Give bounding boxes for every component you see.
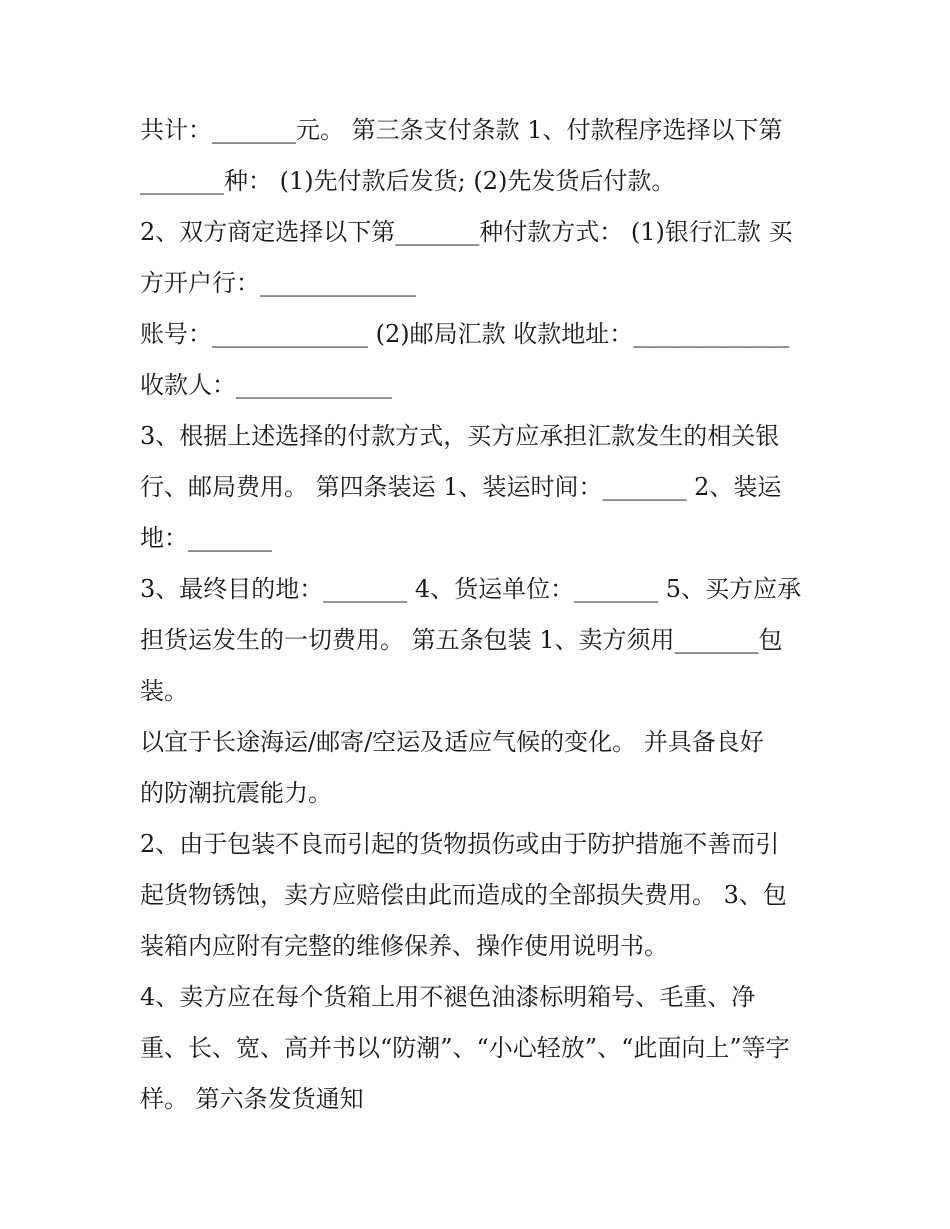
text-line: 方开户行：_____________ [140, 269, 416, 297]
text-line: 担货运发生的一切费用。 第五条包装 1、卖方须用_______包 [140, 626, 783, 654]
text-line: 重、长、宽、高并书以“防潮”、“小心轻放”、“此面向上”等字 [140, 1034, 790, 1062]
text-line: _______种： (1)先付款后发货; (2)先发货后付款。 [140, 167, 676, 195]
text-line: 收款人：_____________ [140, 371, 392, 399]
text-line: 的防潮抗震能力。 [140, 779, 332, 807]
text-line: 地：_______ [140, 524, 272, 552]
text-line: 起货物锈蚀，卖方应赔偿由此而造成的全部损失费用。 3、包 [140, 881, 787, 909]
text-line: 3、根据上述选择的付款方式，买方应承担汇款发生的相关银 [140, 422, 780, 450]
text-line: 2、由于包装不良而引起的货物损伤或由于防护措施不善而引 [140, 830, 780, 858]
text-line: 3、最终目的地：_______ 4、货运单位：_______ 5、买方应承 [140, 575, 802, 603]
text-line: 装。 [140, 677, 188, 705]
text-line: 共计：_______元。 第三条支付条款 1、付款程序选择以下第 [140, 116, 783, 144]
text-line: 以宜于长途海运/邮寄/空运及适应气候的变化。 并具备良好 [140, 728, 764, 756]
text-line: 行、邮局费用。 第四条装运 1、装运时间：_______ 2、装运 [140, 473, 782, 501]
text-line: 装箱内应附有完整的维修保养、操作使用说明书。 [140, 932, 668, 960]
text-line: 账号：_____________ (2)邮局汇款 收款地址：_____________ [140, 320, 790, 348]
text-line: 2、双方商定选择以下第_______种付款方式： (1)银行汇款 买 [140, 218, 793, 246]
document-body [140, 105, 820, 1125]
text-line: 4、卖方应在每个货箱上用不褪色油漆标明箱号、毛重、净 [140, 983, 756, 1011]
text-line: 样。 第六条发货通知 [140, 1085, 364, 1113]
